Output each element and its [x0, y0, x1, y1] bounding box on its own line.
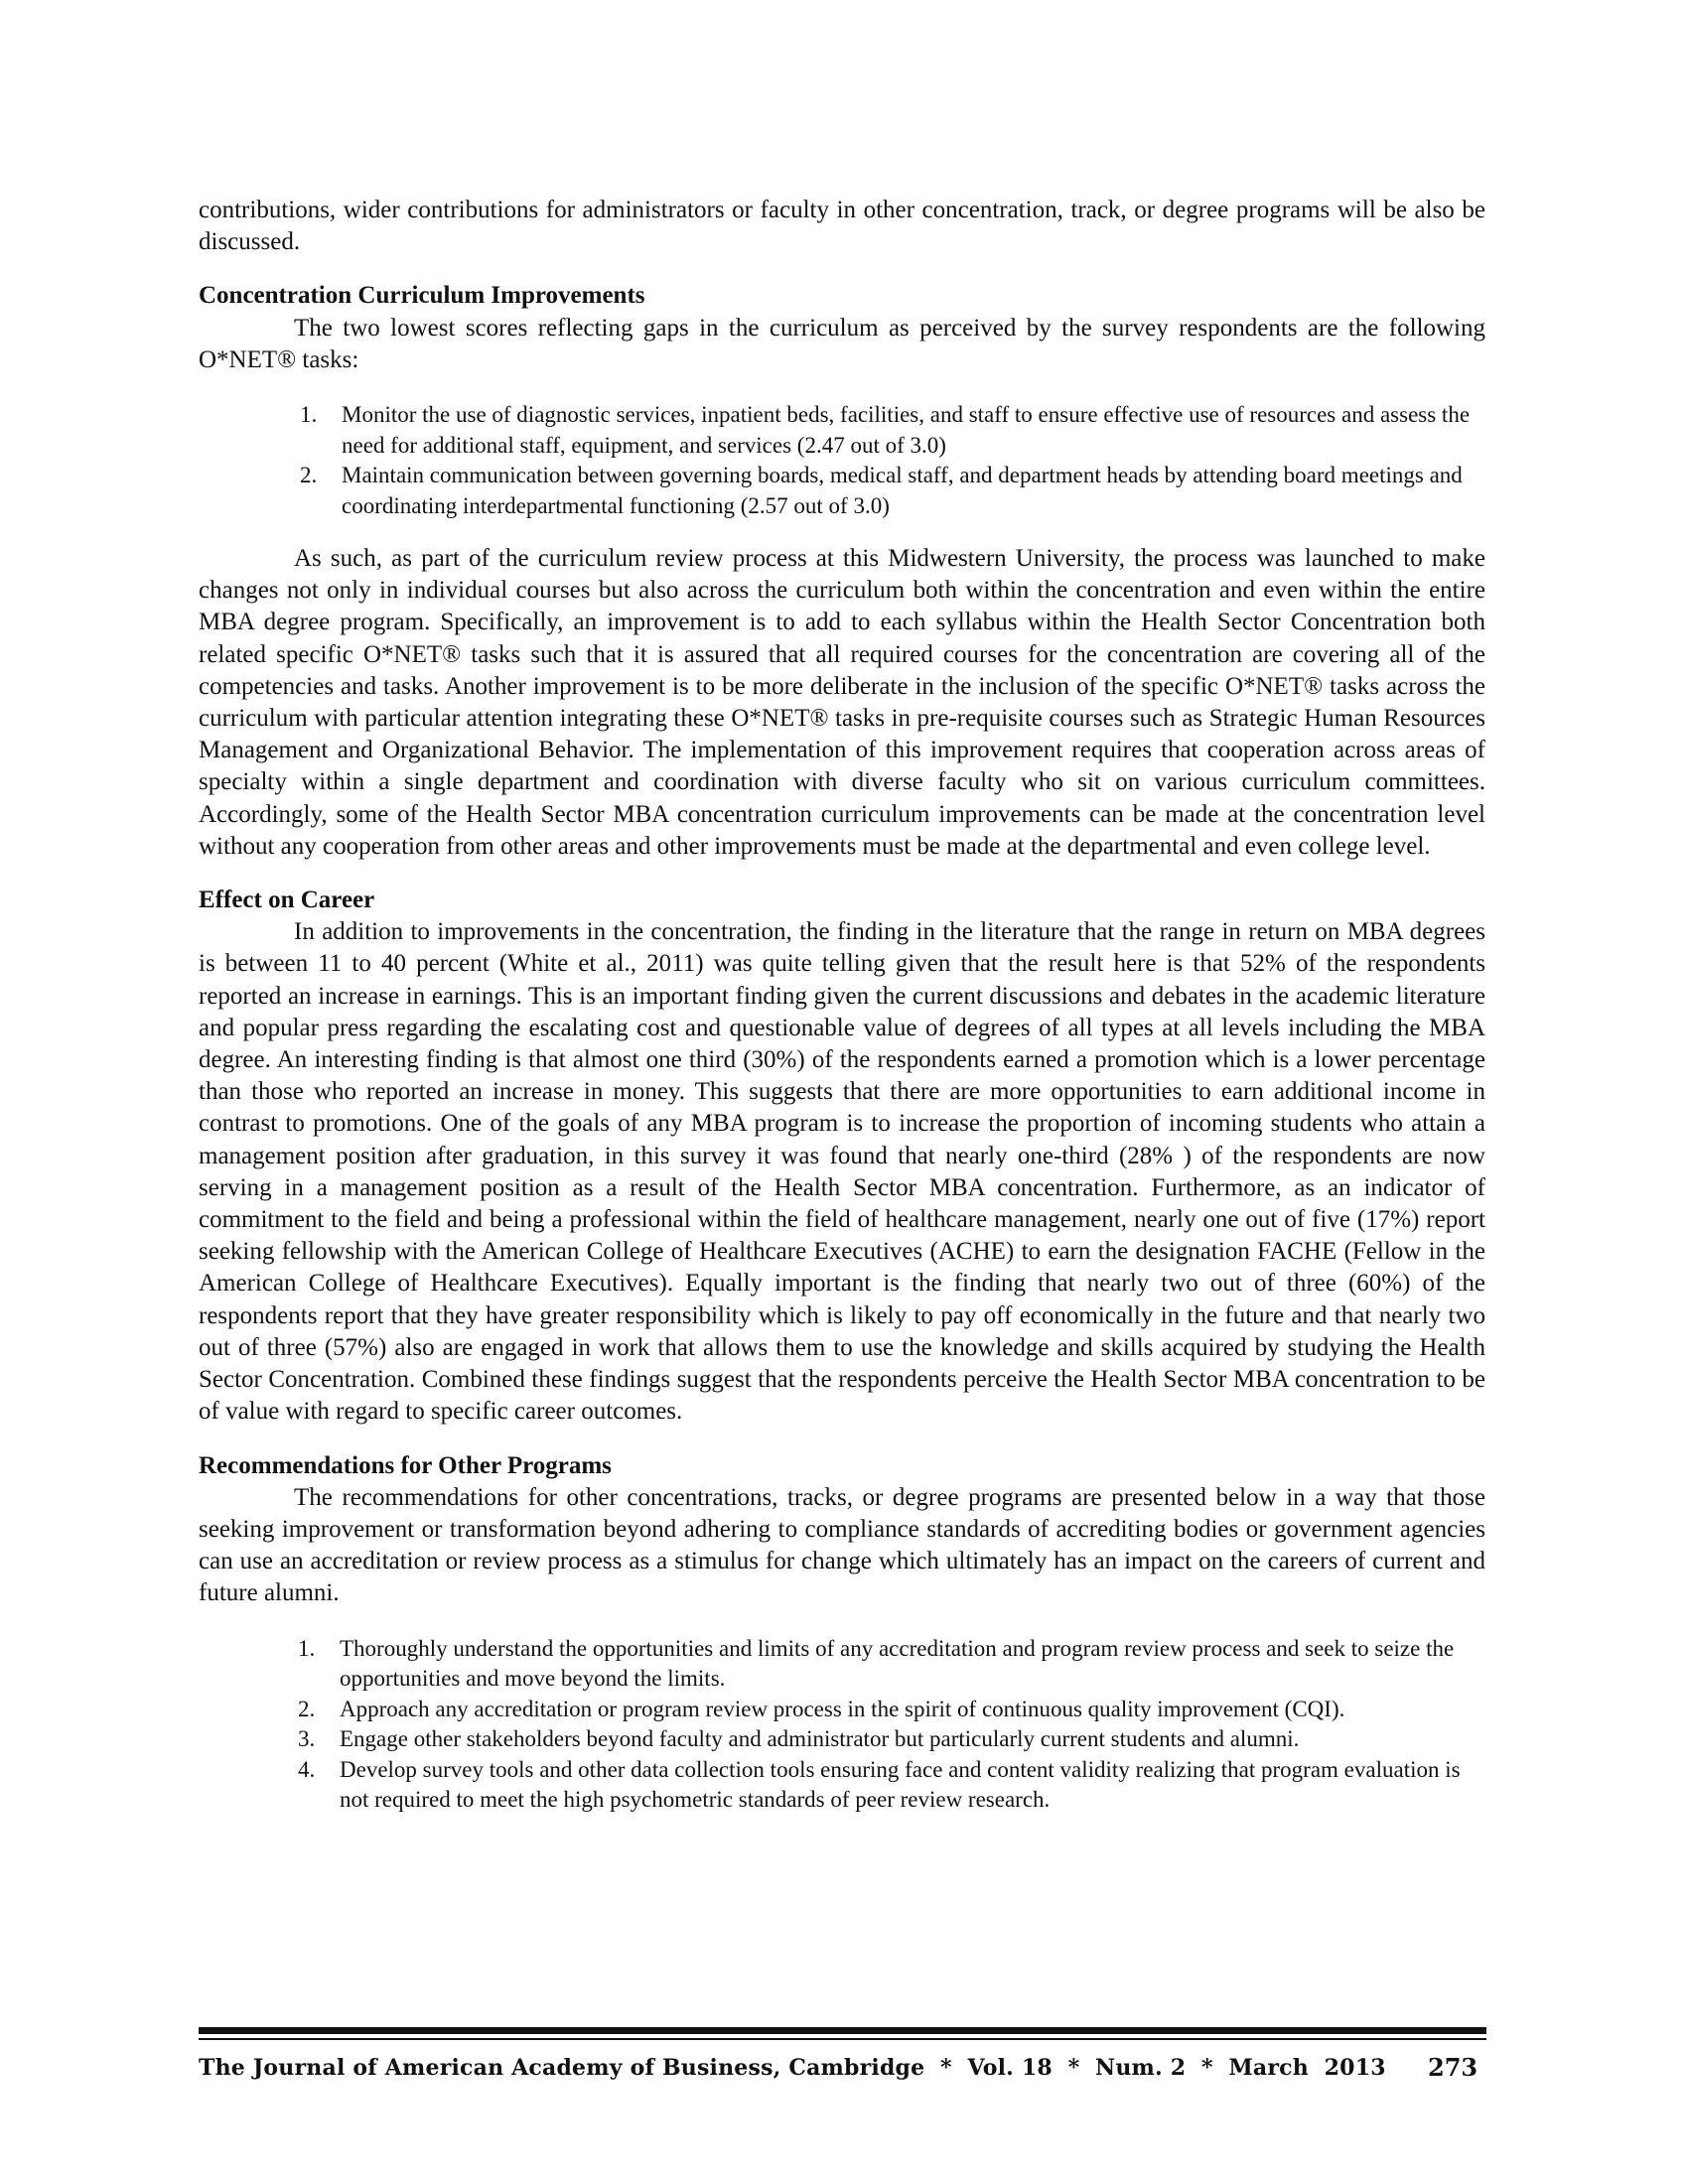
- footer-divider-thick: [199, 2027, 1486, 2034]
- list-item-text: Engage other stakeholders beyond faculty and administrator but particularly current students and alumni.: [340, 1726, 1300, 1752]
- curriculum-lead-paragraph: The two lowest scores reflecting gaps in the curriculum as perceived by the survey respondents are the following O*NET® tasks:: [199, 314, 1485, 373]
- article-body: [199, 195, 1485, 1816]
- curriculum-body-paragraph: As such, as part of the curriculum review process at this Midwestern University, the process was launched to make changes not only in individual courses but also across the curriculum both within the concentration and even within the entire MBA degree program. Specifically, an improvement is to add to each syllabus within the Health Sector Concentration both related specific O*NET® tasks such that it is assured that all required courses for the concentration are covering all of the competencies and tasks. Another improvement is to be more deliberate in the inclusion of the specific O*NET® tasks across the curriculum with particular attention integrating these O*NET® tasks in pre-requisite courses such as Strategic Human Resources Management and Organizational Behavior. The implementation of this improvement requires that cooperation across areas of specialty within a single department and coordination with diverse faculty who sit on various curriculum committees. Accordingly, some of the Health Sector MBA concentration curriculum improvements can be made at the concentration level without any cooperation from other areas and other improvements must be made at the departmental and even college level.: [199, 545, 1485, 860]
- list-item-text: Develop survey tools and other data collection tools ensuring face and content validity realizing that program evaluation is not required to meet the high psychometric standards of peer review research.: [340, 1756, 1461, 1813]
- list-item-number: 1.: [298, 1635, 316, 1661]
- career-body-paragraph: In addition to improvements in the concentration, the finding in the literature that the range in return on MBA degrees is between 11 to 40 percent (White et al., 2011) was quite telling given that the result here is that 52% of the respondents reported an increase in earnings. This is an important finding given the current discussions and debates in the academic literature and popular press regarding the escalating cost and questionable value of degrees of all types at all levels including the MBA degree. An interesting finding is that almost one third (30%) of the respondents earned a promotion which is a lower percentage than those who reported an increase in money. This suggests that there are more opportunities to earn additional income in contrast to promotions. One of the goals of any MBA program is to increase the proportion of incoming students who attain a management position after graduation, in this survey it was found that nearly one-third (28% ) of the respondents are now serving in a management position as a result of the Health Sector MBA concentration. Furthermore, as an indicator of commitment to the field and being a professional within the field of healthcare management, nearly one out of five (17%) report seeking fellowship with the American College of Healthcare Executives (ACHE) to earn the designation FACHE (Fellow in the American College of Healthcare Executives). Equally important is the finding that nearly two out of three (60%) of the respondents report that they have greater responsibility which is likely to pay off economically in the future and that nearly two out of three (57%) also are engaged in work that allows them to use the knowledge and skills acquired by studying the Health Sector Concentration. Combined these findings suggest that the respondents perceive the Health Sector MBA concentration to be of value with regard to specific career outcomes.: [199, 918, 1485, 1426]
- list-item: [298, 1724, 1485, 1755]
- list-item-number: 2.: [298, 1696, 316, 1721]
- section-heading-curriculum: Concentration Curriculum Improvements: [199, 282, 645, 310]
- section-heading-career: Effect on Career: [199, 887, 375, 914]
- list-item-text: Thoroughly understand the opportunities and limits of any accreditation and program review process and seek to seize the opportunities and move beyond the limits.: [340, 1635, 1455, 1692]
- list-item: [300, 461, 1485, 521]
- list-item: [300, 400, 1485, 461]
- list-item-text: Approach any accreditation or program review process in the spirit of continuous quality improvement (CQI).: [340, 1696, 1345, 1721]
- section-heading-recommendations: Recommendations for Other Programs: [199, 1451, 612, 1479]
- footer-divider-thin: [199, 2038, 1486, 2040]
- list-item-text: Monitor the use of diagnostic services, inpatient beds, facilities, and staff to ensure effective use of resources and assess the need for additional staff, equipment, and services (2.47 out of 3.0): [342, 402, 1471, 458]
- intro-paragraph: contributions, wider contributions for administrators or faculty in other concentration, track, or degree programs will be also be discussed.: [199, 197, 1485, 256]
- page-number: 273: [1428, 2053, 1478, 2082]
- onet-task-list: [300, 400, 1485, 521]
- list-item-number: 3.: [298, 1726, 316, 1752]
- list-item-text: Maintain communication between governing boards, medical staff, and department heads by attending board meetings and coordinating interdepartmental functioning (2.57 out of 3.0): [342, 463, 1463, 518]
- list-item: [298, 1695, 1485, 1725]
- recommendations-body-paragraph: The recommendations for other concentrations, tracks, or degree programs are presented below in a way that those seeking improvement or transformation beyond adhering to compliance standards of accrediting bodies or government agencies can use an accreditation or review process as a stimulus for change which ultimately has an impact on the careers of current and future alumni.: [199, 1483, 1485, 1607]
- list-item: [298, 1755, 1485, 1816]
- list-item-number: 2.: [300, 463, 318, 488]
- list-item-number: 4.: [298, 1756, 316, 1782]
- journal-footer: The Journal of American Academy of Business, Cambridge * Vol. 18 * Num. 2 * March 2013: [199, 2055, 1386, 2081]
- recommendations-list: [298, 1634, 1485, 1816]
- list-item-number: 1.: [300, 402, 318, 428]
- list-item: [298, 1634, 1485, 1695]
